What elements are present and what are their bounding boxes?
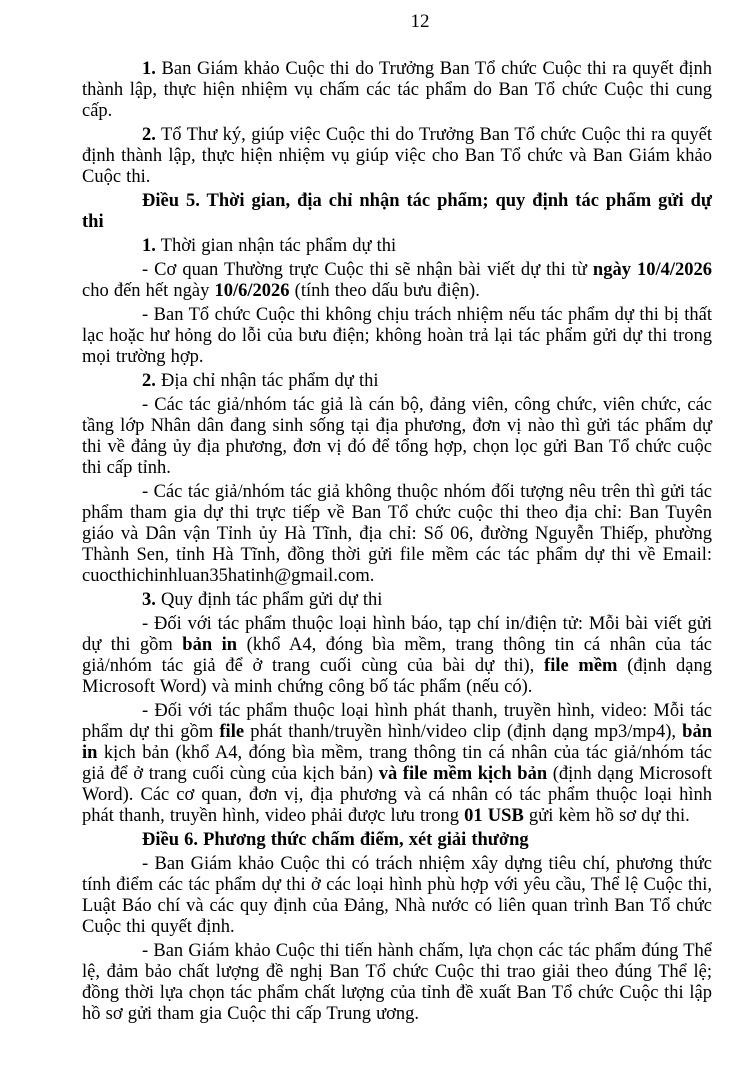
text-run: cho đến hết ngày (82, 281, 215, 301)
text-run: - Ban Tổ chức Cuộc thi không chịu trách nhiệm nếu tác phẩm dự thi bị thất lạc hoặc hư hỏng do lỗi của bưu điện; không hoàn trả lại tác phẩm gửi dự thi trong mọi trường hợp. (82, 305, 712, 367)
paragraph (82, 125, 712, 188)
paragraph (82, 941, 712, 1025)
text-run-bold: file mềm (544, 656, 618, 676)
text-run: - Các tác giả/nhóm tác giả không thuộc nhóm đối tượng nêu trên thì gửi tác phẩm tham gia dự thi trực tiếp về Ban Tổ chức cuộc thi theo địa chỉ: Ban Tuyên giáo và Dân vận Tỉnh ủy Hà Tĩnh, địa chỉ: Số 06, đường Nguyễn Thiếp, phường Thành Sen, tỉnh Hà Tĩnh, đồng thời gửi file mềm các tác phẩm dự thi về Email: cuocthichinhluan35hatinh@gmail.com. (82, 482, 712, 586)
text-run: Thời gian nhận tác phẩm dự thi (155, 236, 397, 256)
text-run: (định dạng Microsoft Word). Các cơ quan, đơn vị, địa phương và cá nhân có tác phẩm thuộc loại hình phát thanh, truyền hình, video phải được lưu trong (82, 764, 712, 826)
text-run: - Ban Giám khảo Cuộc thi tiến hành chấm, lựa chọn các tác phẩm đúng Thể lệ, đảm bảo chất lượng đề nghị Ban Tổ chức Cuộc thi trao giải theo đúng Thể lệ; đồng thời lựa chọn tác phẩm chất lượng của tỉnh đề xuất Ban Tổ chức Cuộc thi lập hồ sơ gửi tham gia Cuộc thi cấp Trung ương. (82, 941, 712, 1024)
text-run-bold: bản in (182, 635, 238, 655)
text-run: gửi kèm hồ sơ dự thi. (523, 806, 690, 826)
text-run-bold: 2. (142, 371, 156, 391)
text-run: Tổ Thư ký, giúp việc Cuộc thi do Trưởng Ban Tổ chức Cuộc thi ra quyết định thành lập, thực hiện nhiệm vụ giúp việc cho Ban Tổ chức và Ban Giám khảo Cuộc thi. (82, 125, 712, 187)
text-run: phát thanh/truyền hình/video clip (định dạng mp3/mp4), (244, 722, 683, 742)
paragraph (82, 395, 712, 479)
text-run: (khổ A4, đóng bìa mềm, trang thông tin cá nhân của tác giả/nhóm tác giả để ở trang cuối cùng của bài dự thi), (82, 635, 712, 676)
text-run: (tính theo dấu bưu điện). (289, 281, 480, 301)
paragraph (82, 260, 712, 302)
text-run-bold: 10/6/2026 (214, 281, 290, 301)
text-run-bold: 01 USB (464, 806, 524, 826)
text-run-bold: 2. (142, 125, 156, 145)
text-run-bold: ngày 10/4/2026 (592, 260, 712, 280)
text-run-bold: Điều 6. Phương thức chấm điểm, xét giải thưởng (142, 830, 529, 850)
text-run-bold: 3. (142, 590, 156, 610)
paragraph (82, 371, 712, 392)
paragraph (82, 236, 712, 257)
text-run: - Đối với tác phẩm thuộc loại hình phát thanh, truyền hình, video: Mỗi tác phẩm dự thi gồm (82, 701, 712, 742)
paragraph (82, 590, 712, 611)
document-content (82, 59, 712, 1028)
text-run: (định dạng Microsoft Word) và minh chứng công bố tác phẩm (nếu có). (82, 656, 713, 697)
text-run: Ban Giám khảo Cuộc thi do Trưởng Ban Tổ chức Cuộc thi ra quyết định thành lập, thực hiện nhiệm vụ chấm các tác phẩm do Ban Tổ chức Cuộc thi cung cấp. (82, 59, 712, 121)
section-heading (82, 191, 712, 233)
text-run-bold: bản in (82, 722, 712, 763)
text-run-bold: 1. (142, 59, 156, 79)
text-run: Quy định tác phẩm gửi dự thi (155, 590, 383, 610)
paragraph (82, 305, 712, 368)
text-run: - Các tác giả/nhóm tác giả là cán bộ, đảng viên, công chức, viên chức, các tầng lớp Nhân dân đang sinh sống tại địa phương, đơn vị nào thì gửi tác phẩm dự thi về đảng ủy địa phương, đơn vị đó để tổng hợp, chọn lọc gửi Ban Tổ chức cuộc thi cấp tỉnh. (82, 395, 712, 478)
paragraph (82, 854, 712, 938)
text-run-bold: Điều 5. Thời gian, địa chỉ nhận tác phẩm; quy định tác phẩm gửi dự thi (82, 191, 712, 232)
page-number: 12 (410, 11, 430, 32)
section-heading (82, 830, 712, 851)
paragraph (82, 701, 712, 827)
text-run-bold: 1. (142, 236, 156, 256)
text-run: kịch bản (khổ A4, đóng bìa mềm, trang thông tin cá nhân của tác giả/nhóm tác giả để ở trang cuối cùng của kịch bản) (82, 743, 712, 784)
text-run: - Ban Giám khảo Cuộc thi có trách nhiệm xây dựng tiêu chí, phương thức tính điểm các tác phẩm dự thi ở các loại hình phù hợp với yêu cầu, Thể lệ Cuộc thi, Luật Báo chí và các quy định của Đảng, Nhà nước có liên quan trình Ban Tổ chức Cuộc thi quyết định. (82, 854, 712, 937)
paragraph (82, 59, 712, 122)
text-run: - Cơ quan Thường trực Cuộc thi sẽ nhận bài viết dự thi từ (142, 260, 593, 280)
paragraph (82, 614, 712, 698)
text-run-bold: và file mềm kịch bản (378, 764, 548, 784)
paragraph (82, 482, 712, 587)
text-run-bold: file (219, 722, 245, 742)
text-run: Địa chỉ nhận tác phẩm dự thi (155, 371, 379, 391)
text-run: - Đối với tác phẩm thuộc loại hình báo, tạp chí in/điện tử: Mỗi bài viết gửi dự thi gồm (82, 614, 712, 655)
